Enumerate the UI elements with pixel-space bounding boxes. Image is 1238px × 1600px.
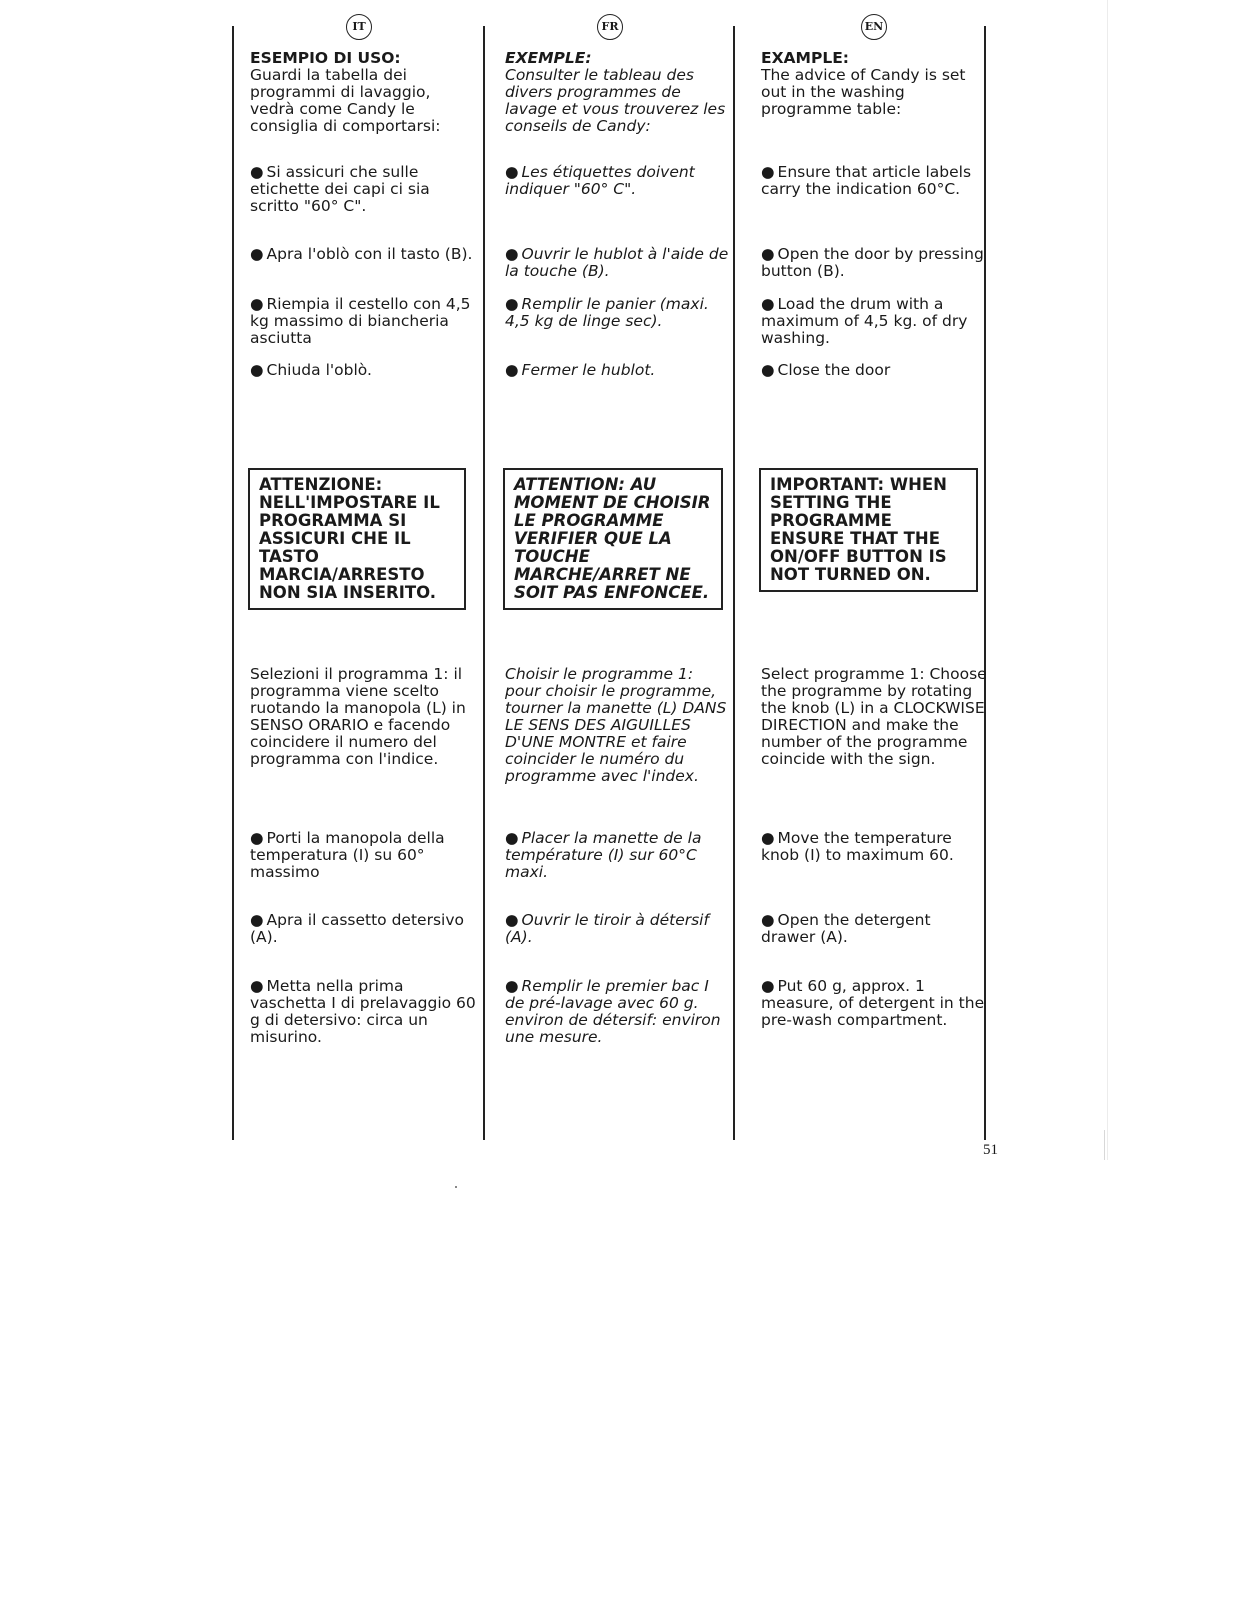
step-temperature: ● Porti la manopola della temperatura (I) su 60° massimo bbox=[250, 830, 476, 881]
column-rule-left bbox=[232, 26, 234, 1140]
step-close-door: ● Chiuda l'oblò. bbox=[250, 362, 476, 379]
warning-box: ATTENZIONE: NELL'IMPOSTARE IL PROGRAMMA SI ASSICURI CHE IL TASTO MARCIA/ARRESTO NON SIA INSERITO. bbox=[248, 468, 466, 610]
step-detergent-drawer: ● Ouvrir le tiroir à détersif (A). bbox=[505, 912, 731, 946]
step-temperature: ● Move the temperature knob (I) to maximum 60. bbox=[761, 830, 987, 864]
example-text: The advice of Candy is set out in the washing programme table: bbox=[761, 66, 966, 118]
step-detergent-fill: ● Metta nella prima vaschetta I di prelavaggio 60 g di detersivo: circa un misurino. bbox=[250, 978, 476, 1046]
step-close-door: ● Close the door bbox=[761, 362, 987, 379]
step-detergent-fill: ● Remplir le premier bac I de pré-lavage avec 60 g. environ de détersif: environ une mesure. bbox=[505, 978, 731, 1046]
step-load-drum: ● Remplir le panier (maxi. 4,5 kg de linge sec). bbox=[505, 296, 731, 330]
step-open-door: ● Apra l'oblò con il tasto (B). bbox=[250, 246, 476, 263]
select-programme-text: Select programme 1: Choose the programme by rotating the knob (L) in a CLOCKWISE DIRECTION and make the number of the programme coincide with the sign. bbox=[761, 665, 987, 768]
example-title: EXAMPLE: bbox=[761, 49, 849, 67]
step-load-drum: ● Load the drum with a maximum of 4,5 kg. of dry washing. bbox=[761, 296, 987, 347]
page-edge-shadow bbox=[1107, 0, 1108, 1160]
example-text: Consulter le tableau des divers programmes de lavage et vous trouverez les conseils de Candy: bbox=[505, 66, 726, 135]
example-section bbox=[250, 50, 476, 135]
stray-mark bbox=[455, 1186, 457, 1188]
page-edge-mark bbox=[1104, 1130, 1105, 1160]
example-text: Guardi la tabella dei programmi di lavaggio, vedrà come Candy le consiglia di comportarsi: bbox=[250, 66, 441, 135]
example-section bbox=[505, 50, 731, 135]
warning-box: IMPORTANT: WHEN SETTING THE PROGRAMME ENSURE THAT THE ON/OFF BUTTON IS NOT TURNED ON. bbox=[759, 468, 978, 592]
step-open-door: ● Ouvrir le hublot à l'aide de la touche (B). bbox=[505, 246, 731, 280]
example-title: ESEMPIO DI USO: bbox=[250, 49, 401, 67]
step-temperature: ● Placer la manette de la température (I) sur 60°C maxi. bbox=[505, 830, 731, 881]
language-badge-en: EN bbox=[861, 14, 887, 40]
select-programme-text: Choisir le programme 1: pour choisir le programme, tourner la manette (L) DANS LE SENS DES AIGUILLES D'UNE MONTRE et faire coincider le numéro du programme avec l'index. bbox=[505, 665, 727, 785]
example-title: EXEMPLE: bbox=[505, 49, 592, 67]
column-rule-2 bbox=[733, 26, 735, 1140]
step-labels: ● Ensure that article labels carry the indication 60°C. bbox=[761, 164, 987, 198]
step-detergent-drawer: ● Apra il cassetto detersivo (A). bbox=[250, 912, 476, 946]
step-load-drum: ● Riempia il cestello con 4,5 kg massimo di biancheria asciutta bbox=[250, 296, 476, 347]
step-labels: ● Si assicuri che sulle etichette dei capi ci sia scritto "60° C". bbox=[250, 164, 476, 215]
step-detergent-drawer: ● Open the detergent drawer (A). bbox=[761, 912, 987, 946]
language-badge-it: IT bbox=[346, 14, 372, 40]
column-rule-1 bbox=[483, 26, 485, 1140]
step-labels: ● Les étiquettes doivent indiquer "60° C". bbox=[505, 164, 731, 198]
page-number: 51 bbox=[983, 1142, 998, 1158]
step-detergent-fill: ● Put 60 g, approx. 1 measure, of detergent in the pre-wash compartment. bbox=[761, 978, 987, 1029]
step-close-door: ● Fermer le hublot. bbox=[505, 362, 731, 379]
language-badge-fr: FR bbox=[597, 14, 623, 40]
example-section bbox=[761, 50, 987, 118]
warning-box: ATTENTION: AU MOMENT DE CHOISIR LE PROGRAMME VERIFIER QUE LA TOUCHE MARCHE/ARRET NE SOIT PAS ENFONCEE. bbox=[503, 468, 723, 610]
step-open-door: ● Open the door by pressing button (B). bbox=[761, 246, 987, 280]
select-programme-text: Selezioni il programma 1: il programma viene scelto ruotando la manopola (L) in SENSO ORARIO e facendo coincidere il numero del programma con l'indice. bbox=[250, 665, 466, 768]
